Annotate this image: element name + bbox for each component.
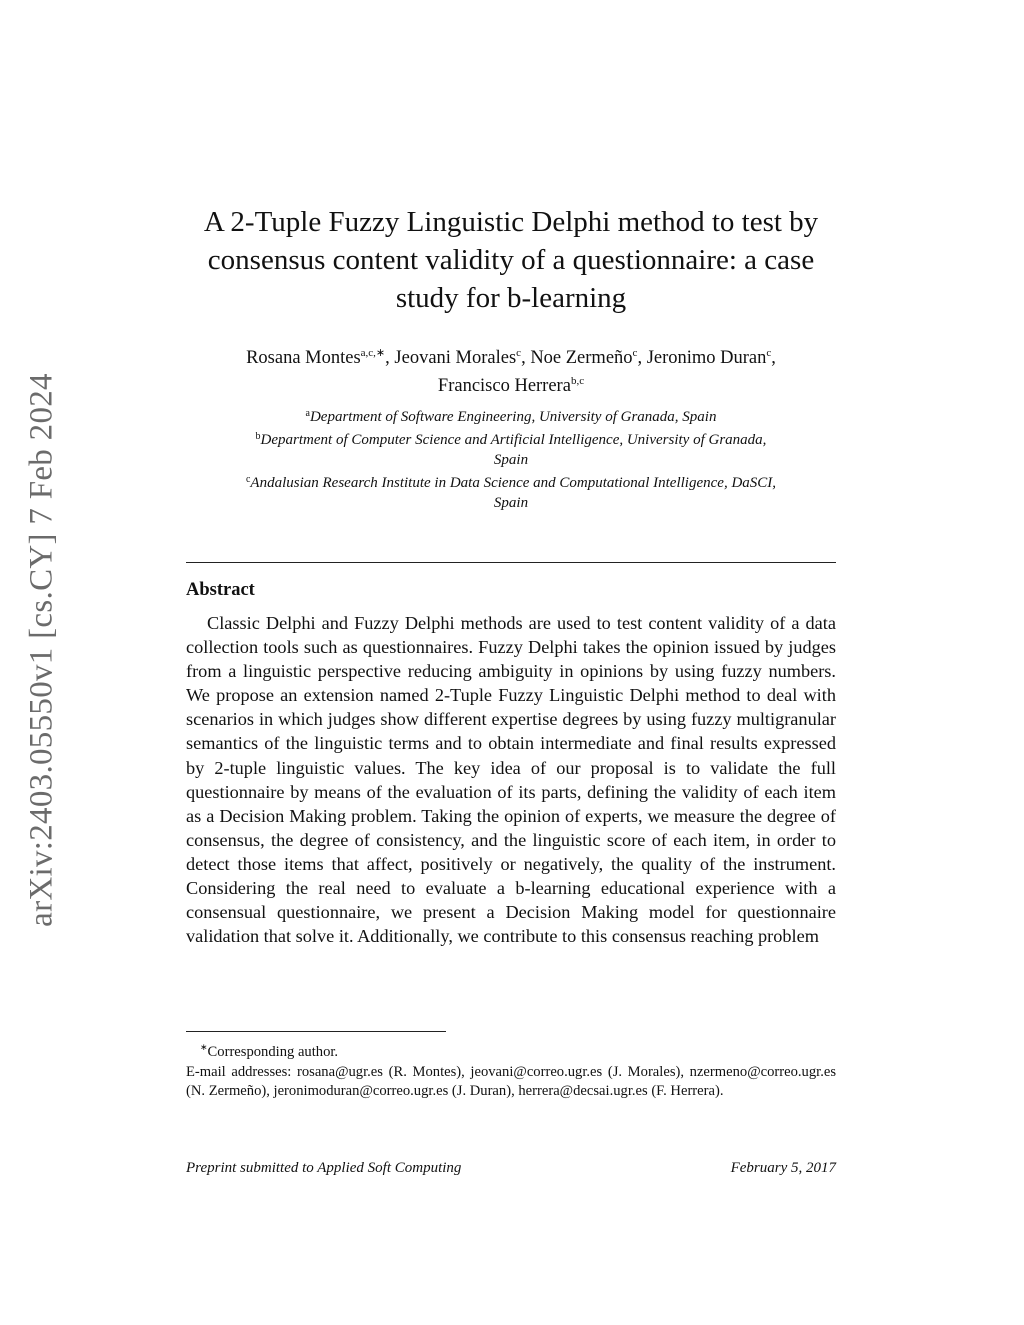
footnote-divider (186, 1031, 446, 1032)
affiliation-list (186, 404, 836, 513)
author-list (186, 342, 836, 398)
author-name: Rosana Montes (246, 348, 361, 368)
footnote (186, 1038, 836, 1102)
affiliation-c: $^c$Andalusian Research Institute in Data Science and Computational Intelligence, DaSCI, (245, 474, 777, 491)
arxiv-stamp (4, 370, 80, 930)
author-affil-mark: b,c (570, 375, 585, 387)
abstract-heading: Abstract (186, 580, 255, 600)
author-affil-mark: a,c,∗ (360, 347, 386, 359)
author-name: Francisco Herrera (437, 376, 571, 396)
author-name: Jeovani Morales (394, 348, 517, 368)
corresponding-author-note: ∗Corresponding author. (200, 1042, 339, 1060)
paper-title (186, 203, 836, 317)
author-name: Noe Zermeño (530, 348, 633, 368)
author-affil-mark: c (766, 347, 772, 359)
title-line-2: consensus content validity of a questionnaire: a case (207, 244, 815, 276)
preprint-date: February 5, 2017 (730, 1160, 836, 1176)
author-line-1: Rosana Montes$^{a,c,∗}$, Jeovani Morales$^c$, Noe Zermeño$^c$, Jeronimo Duran$^c$, (246, 347, 776, 368)
title-line-3: study for b-learning (395, 282, 627, 314)
abstract-text: Classic Delphi and Fuzzy Delphi methods are used to test content validity of a data collection tools such as questionnaires. Fuzzy Delphi takes the opinion issued by judges from a linguistic perspective reducing ambiguity in opinions by using fuzzy numbers. We propose an extension named 2-Tuple Fuzzy Linguistic Delphi method to deal with scenarios in which judges show different expertise degrees by using fuzzy multigranular semantics of the linguistic terms and to obtain intermediate and final results expressed by 2-tuple linguistic values. The key idea of our proposal is to validate the full questionnaire by means of the evaluation of its parts, defining the validity of each item as a Decision Making problem. Taking the opinion of experts, we measure the degree of consensus, the degree of consistency, and the linguistic score of each item, in order to detect those items that affect, positively or negatively, the quality of the instrument. Considering the real need to evaluate a b-learning educational experience with a consensual questionnaire, we present a Decision Making model for questionnaire validation that solve it. Additionally, we contribute to this consensus reaching problem (186, 613, 836, 947)
affiliation-c-cont: Spain (493, 495, 529, 511)
abstract-divider (186, 562, 836, 563)
affiliation-b-cont: Spain (493, 452, 529, 468)
author-affil-mark: c (516, 347, 522, 359)
author-line-2 (186, 370, 836, 398)
affiliation-b: $^b$Department of Computer Science and Artificial Intelligence, University of Granada, (255, 431, 767, 448)
author-affil-mark: c (632, 347, 638, 359)
author-name: Jeronimo Duran (646, 348, 767, 368)
preprint-note: Preprint submitted to Applied Soft Computing (186, 1160, 462, 1176)
title-line-1: A 2-Tuple Fuzzy Linguistic Delphi method to test by (203, 206, 819, 238)
email-addresses: E-mail addresses: rosana@ugr.es (R. Montes), jeovani@correo.ugr.es (J. Morales), nzermeno@correo.ugr.es (N. Zermeño), jeronimoduran@correo.ugr.es (J. Duran), herrera@decsai.ugr.es (F. Herrera). (186, 1063, 836, 1099)
arxiv-identifier: arXiv:2403.05550v1 [cs.CY] 7 Feb 2024 (23, 373, 60, 927)
affiliation-a: $^a$Department of Software Engineering, University of Granada, Spain (305, 408, 717, 425)
